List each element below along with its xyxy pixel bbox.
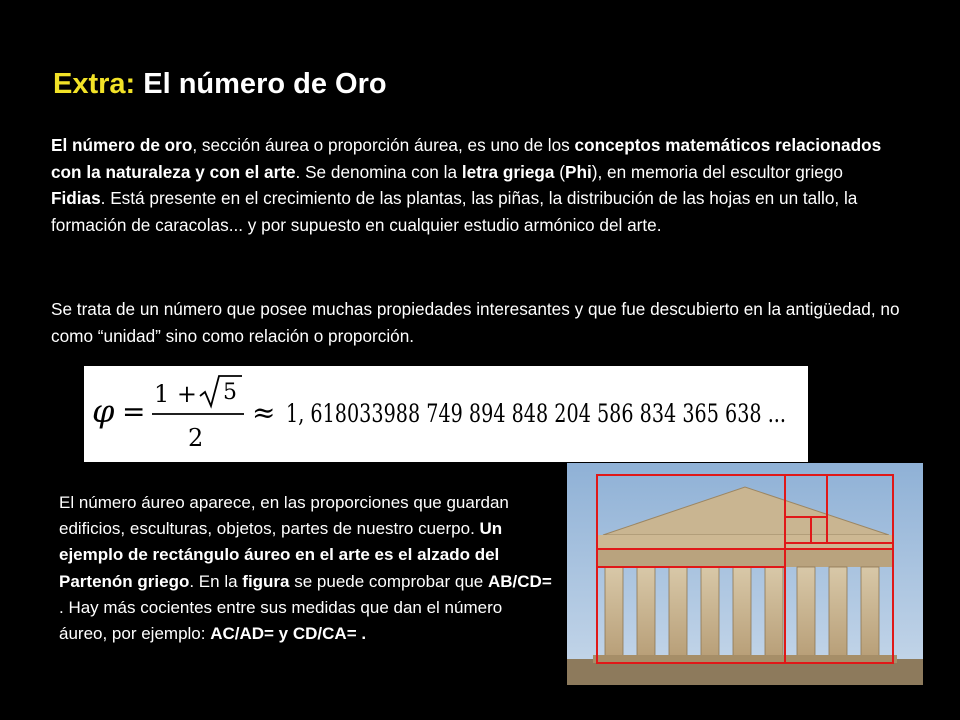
title-main-text: El número de Oro bbox=[143, 68, 387, 100]
formula-value: 1, 618033988 749 894 848 204 586 834 365 638 ... bbox=[286, 399, 786, 428]
paragraph-golden-number-intro: El número de oro, sección áurea o proporción áurea, es uno de los conceptos matemáticos relacionados con la naturaleza y con el arte. Se denomina con la letra griega (Phi), en memoria del escultor griego Fidias. Está presente en el crecimiento de las plantas, las piñas, la distribución de las hojas en un tallo, la formación de caracolas... y por supuesto en cualquier estudio armónico del arte. bbox=[51, 135, 882, 235]
golden-ratio-formula bbox=[84, 366, 808, 462]
columns bbox=[605, 567, 879, 657]
paragraph-parthenon: El número áureo aparece, en las proporciones que guardan edificios, esculturas, objetos, partes de nuestro cuerpo. Un ejemplo de rectángulo áureo en el arte es el alzado del Partenón griego. En la figura se puede comprobar que AB/CD= . Hay más cocientes entre sus medidas que dan el número áureo, por ejemplo: AC/AD= y CD/CA= . bbox=[59, 493, 552, 644]
title-extra-label: Extra: bbox=[53, 68, 136, 100]
formula-approx: ≈ bbox=[252, 396, 276, 429]
formula-sqrt-argument: 5 bbox=[223, 380, 237, 405]
slide-title bbox=[53, 64, 387, 104]
formula-phi: φ bbox=[92, 392, 115, 430]
formula-numerator: 1 + bbox=[154, 380, 198, 408]
formula-equals: = bbox=[122, 395, 146, 428]
paragraph-proportion: Se trata de un número que posee muchas propiedades interesantes y que fue descubierto en la antigüedad, no como “unidad” sino como relación o proporción. bbox=[51, 299, 900, 346]
stylobate bbox=[593, 655, 897, 663]
formula-denominator: 2 bbox=[188, 424, 204, 452]
entablature bbox=[597, 549, 893, 567]
parthenon-photo bbox=[567, 463, 923, 685]
